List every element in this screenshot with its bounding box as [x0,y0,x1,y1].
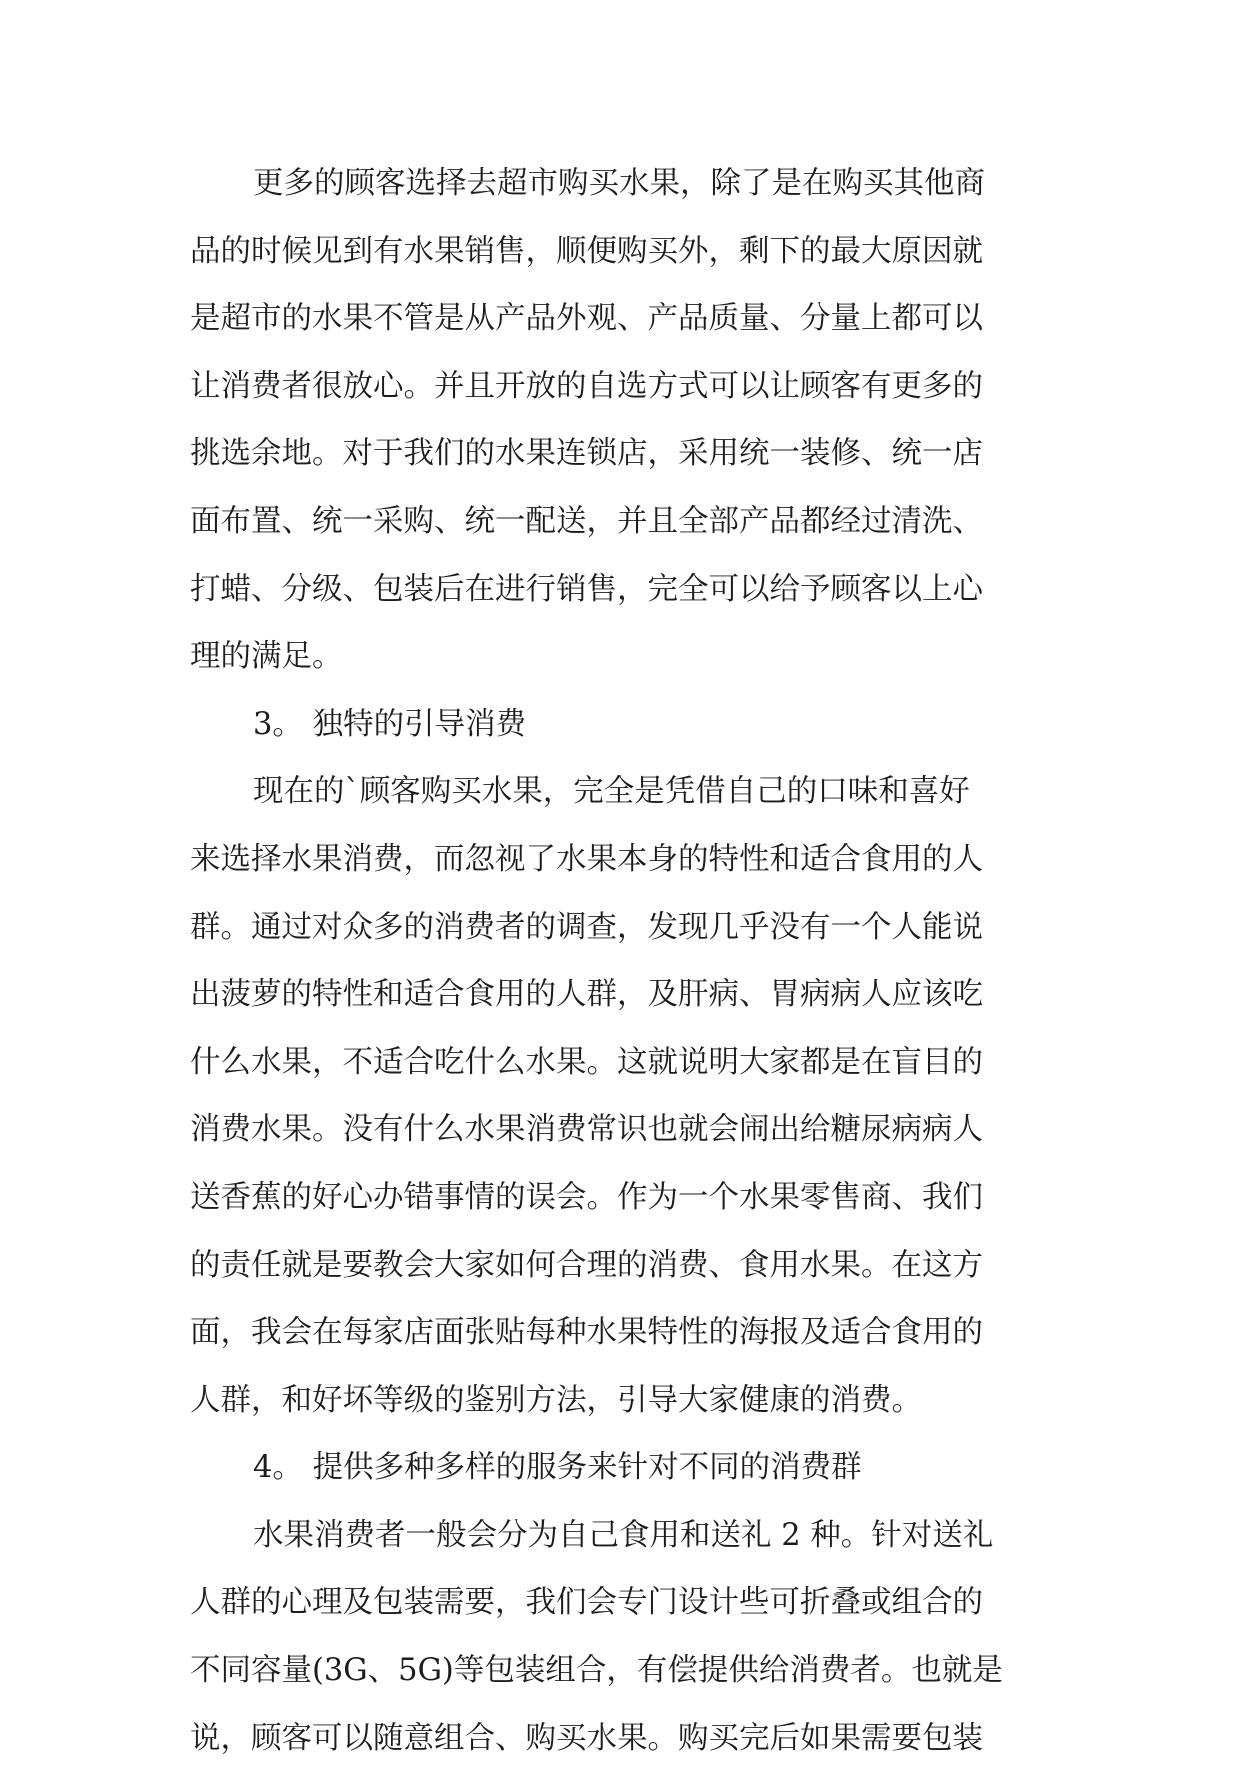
document-line: 面布置、统一采购、统一配送，并且全部产品都经过清洗、 [190,503,983,539]
document-line: 的责任就是要教会大家如何合理的消费、食用水果。在这方 [190,1247,983,1283]
document-line: 什么水果，不适合吃什么水果。这就说明大家都是在盲目的 [190,1044,983,1080]
document-line: 面，我会在每家店面张贴每种水果特性的海报及适合食用的 [190,1315,983,1351]
document-line: 来选择水果消费，而忽视了水果本身的特性和适合食用的人 [190,841,983,877]
document-line: 消费水果。没有什么水果消费常识也就会闹出给糖尿病病人 [190,1112,983,1148]
document-body [190,150,1056,1772]
document-line: 群。通过对众多的消费者的调查，发现几乎没有一个人能说 [190,909,983,945]
document-line: 人群的心理及包装需要，我们会专门设计些可折叠或组合的 [190,1585,983,1621]
document-line: 说，顾客可以随意组合、购买水果。购买完后如果需要包装 [190,1720,983,1756]
document-line: 现在的`顾客购买水果，完全是凭借自己的口味和喜好 [253,774,970,810]
document-line: 是超市的水果不管是从产品外观、产品质量、分量上都可以 [190,301,983,337]
document-line: 让消费者很放心。并且开放的自选方式可以让顾客有更多的 [190,368,983,404]
document-line: 理的满足。 [190,639,343,675]
document-line: 人群，和好坏等级的鉴别方法，引导大家健康的消费。 [190,1382,922,1418]
document-line: 不同容量(3G、5G)等包装组合，有偿提供给消费者。也就是 [190,1653,1003,1689]
document-line: 3。 独特的引导消费 [253,706,527,742]
document-line: 更多的顾客选择去超市购买水果，除了是在购买其他商 [253,166,985,201]
document-line: 挑选余地。对于我们的水果连锁店，采用统一装修、统一店 [190,436,983,472]
document-line: 品的时候见到有水果销售，顺便购买外，剩下的最大原因就 [190,233,983,269]
document-line: 送香蕉的好心办错事情的误会。作为一个水果零售商、我们 [190,1179,983,1215]
document-line: 打蜡、分级、包装后在进行销售，完全可以给予顾客以上心 [190,571,983,607]
document-line: 出菠萝的特性和适合食用的人群，及肝病、胃病病人应该吃 [190,977,983,1013]
document-line: 水果消费者一般会分为自己食用和送礼 2 种。针对送礼 [253,1517,994,1553]
document-line: 4。 提供多种多样的服务来针对不同的消费群 [253,1450,862,1486]
